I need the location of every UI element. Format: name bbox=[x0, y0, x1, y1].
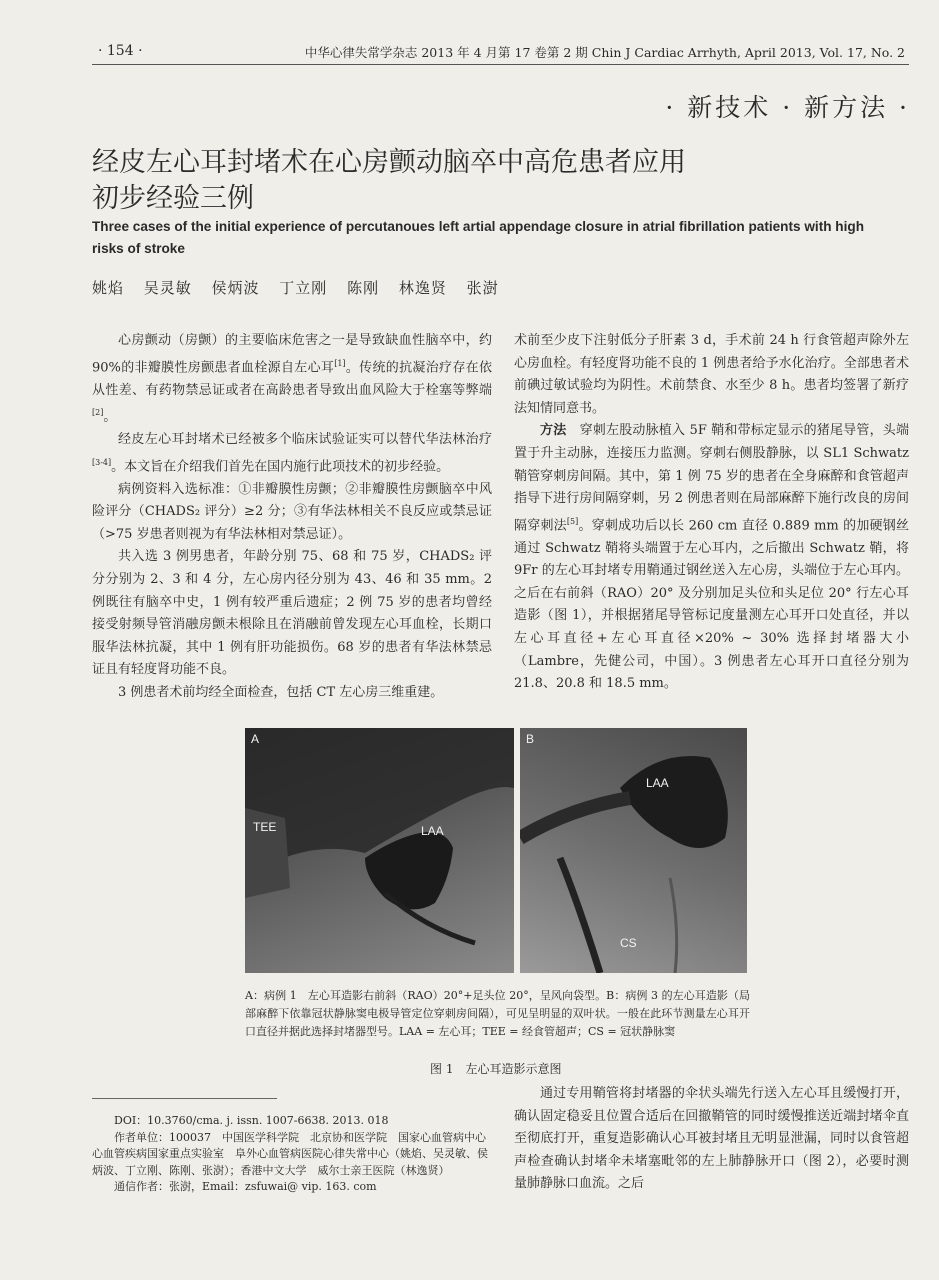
citation[interactable]: [3-4] bbox=[92, 457, 112, 467]
paragraph: 术前至少皮下注射低分子肝素 3 d，手术前 24 h 行食管超声除外左心房血栓。有轻度肾功能不良的 1 例患者给予水化治疗。全部患者术前碘过敏试验均为阴性。术前禁食、水至少 8 h。患者均签署了新疗法知情同意书。 bbox=[514, 333, 909, 416]
paragraph: 共入选 3 例男患者，年龄分别 75、68 和 75 岁，CHADS₂ 评分分别为 2、3 和 4 分，左心房内径分别为 43、46 和 35 mm。2 例既往有脑卒中史，1 例有较严重后遗症；2 例 75 岁的患者均曾经接受射频导管消融房颤未根除且在消融前曾发现左心耳血栓，长期口服华法林抗凝，其中 1 例有肝功能损伤。68 岁的患者有华法林禁忌证且有轻度肾功能不良。 bbox=[92, 549, 492, 678]
column-heading: · 新技术 · 新方法 · bbox=[665, 93, 910, 122]
citation[interactable]: [2] bbox=[92, 408, 104, 418]
footnote bbox=[92, 1113, 497, 1196]
article-title-cn bbox=[92, 145, 792, 217]
article-title-en: Three cases of the initial experience of percutanoues left artial appendage closure in atrial fibrillation patients with high risks of stroke bbox=[92, 219, 864, 256]
citation[interactable]: [5] bbox=[566, 516, 579, 526]
panel-letter: A bbox=[251, 732, 260, 746]
body-column-left bbox=[92, 330, 492, 704]
affiliation: 作者单位：100037 中国医学科学院 北京协和医学院 国家心血管病中心 心血管疾病国家重点实验室 阜外心血管病医院心律失常中心（姚焰、吴灵敏、侯炳波、丁立刚、陈刚、张澍）；香港中文大学 威尔士亲王医院（林逸贤） bbox=[92, 1130, 497, 1177]
corresponding-author: 通信作者：张澍，Email：zsfuwai@ vip. 163. com bbox=[114, 1180, 377, 1193]
section-label: 方法 bbox=[540, 423, 567, 439]
doi[interactable]: DOI：10.3760/cma. j. issn. 1007-6638. 2013. 018 bbox=[114, 1114, 389, 1127]
citation[interactable]: [1] bbox=[334, 358, 346, 368]
paragraph: 3 例患者术前均经全面检查，包括 CT 左心房三维重建。 bbox=[118, 684, 444, 700]
body-column-right bbox=[514, 330, 909, 696]
label-tee: TEE bbox=[253, 820, 277, 834]
page-number: · 154 · bbox=[98, 43, 143, 59]
journal-header: 中华心律失常学杂志 2013 年 4 月第 17 卷第 2 期 Chin J Cardiac Arrhyth, April 2013, Vol. 17, No. 2 bbox=[304, 45, 905, 60]
paragraph: 经皮左心耳封堵术已经被多个临床试验证实可以替代华法林治疗[3-4]。本文旨在介绍我们首先在国内施行此项技术的初步经验。 bbox=[92, 432, 492, 474]
figure-panel-a bbox=[245, 728, 514, 973]
header-rule bbox=[92, 64, 909, 65]
footnote-rule bbox=[92, 1098, 277, 1099]
panel-letter: B bbox=[526, 732, 535, 746]
figure-title: 图 1 左心耳造影示意图 bbox=[430, 1062, 562, 1076]
figure-caption: A：病例 1 左心耳造影右前斜（RAO）20°+足头位 20°，呈风向袋型。B：病例 3 的左心耳造影（局部麻醉下依靠冠状静脉窦电极导管定位穿刺房间隔），可见呈明显的双叶状。一般在此环节测量左心耳开口直径并据此选择封堵器型号。LAA = 左心耳；TEE = 经食管超声；CS = 冠状静脉窦 bbox=[245, 989, 750, 1038]
figure-panel-b bbox=[520, 728, 747, 973]
paragraph: 病例资料入选标准：①非瓣膜性房颤；②非瓣膜性房颤脑卒中风险评分（CHADS₂ 评分）≥2 分；③有华法林相关不良反应或禁忌证（>75 岁患者则视为有华法林相对禁忌证）。 bbox=[92, 481, 492, 542]
body-column-right-continued bbox=[514, 1083, 909, 1196]
title-cn-line-1: 经皮左心耳封堵术在心房颤动脑卒中高危患者应用 bbox=[92, 147, 686, 178]
author-list: 姚焰 吴灵敏 侯炳波 丁立刚 陈刚 林逸贤 张澍 bbox=[92, 279, 499, 297]
label-laa: LAA bbox=[421, 824, 444, 838]
angiogram-a-graphic bbox=[245, 728, 514, 973]
label-laa: LAA bbox=[646, 776, 669, 790]
paragraph: 通过专用鞘管将封堵器的伞状头端先行送入左心耳且缓慢打开，确认固定稳妥且位置合适后在回撤鞘管的同时缓慢推送近端封堵伞直至彻底打开，重复造影确认心耳被封堵且无明显泄漏，同时以食管超声检查确认封堵伞未堵塞毗邻的左上肺静脉开口（图 2），必要时测量肺静脉口血流。之后 bbox=[514, 1086, 909, 1192]
title-cn-line-2: 初步经验三例 bbox=[92, 183, 254, 214]
paragraph: 心房颤动（房颤）的主要临床危害之一是导致缺血性脑卒中，约90%的非瓣膜性房颤患者血栓源自左心耳[1]。传统的抗凝治疗存在依从性差、有药物禁忌证或者在高龄患者导致出血风险大于栓塞等弊端[2]。 bbox=[92, 333, 492, 425]
label-cs: CS bbox=[620, 936, 637, 950]
paragraph: 方法 穿刺左股动脉植入 5F 鞘和带标定显示的猪尾导管，头端置于升主动脉，连接压力监测。穿刺右侧股静脉，以 SL1 Schwatz 鞘管穿刺房间隔。其中，第 1 例 75 岁的患者在全身麻醉和食管超声指导下进行房间隔穿刺，另 2 例患者则在局部麻醉下施行改良的房间隔穿刺法[5]。穿刺成功后以长 260 cm 直径 0.889 mm 的加硬钢丝通过 Schwatz 鞘将头端置于左心耳内，之后撤出 Schwatz 鞘，将 9Fr 的左心耳封堵专用鞘通过钢丝送入左心房，头端位于左心耳内。之后在右前斜（RAO）20° 及分别加足头位和头足位 20° 行左心耳造影（图 1），并根据猪尾导管标记度量测左心耳开口处直径，并以左心耳直径+左心耳直径×20% ~ 30% 选择封堵器大小（Lambre，先健公司，中国）。3 例患者左心耳开口直径分别为 21.8、20.8 和 18.5 mm。 bbox=[514, 423, 909, 692]
